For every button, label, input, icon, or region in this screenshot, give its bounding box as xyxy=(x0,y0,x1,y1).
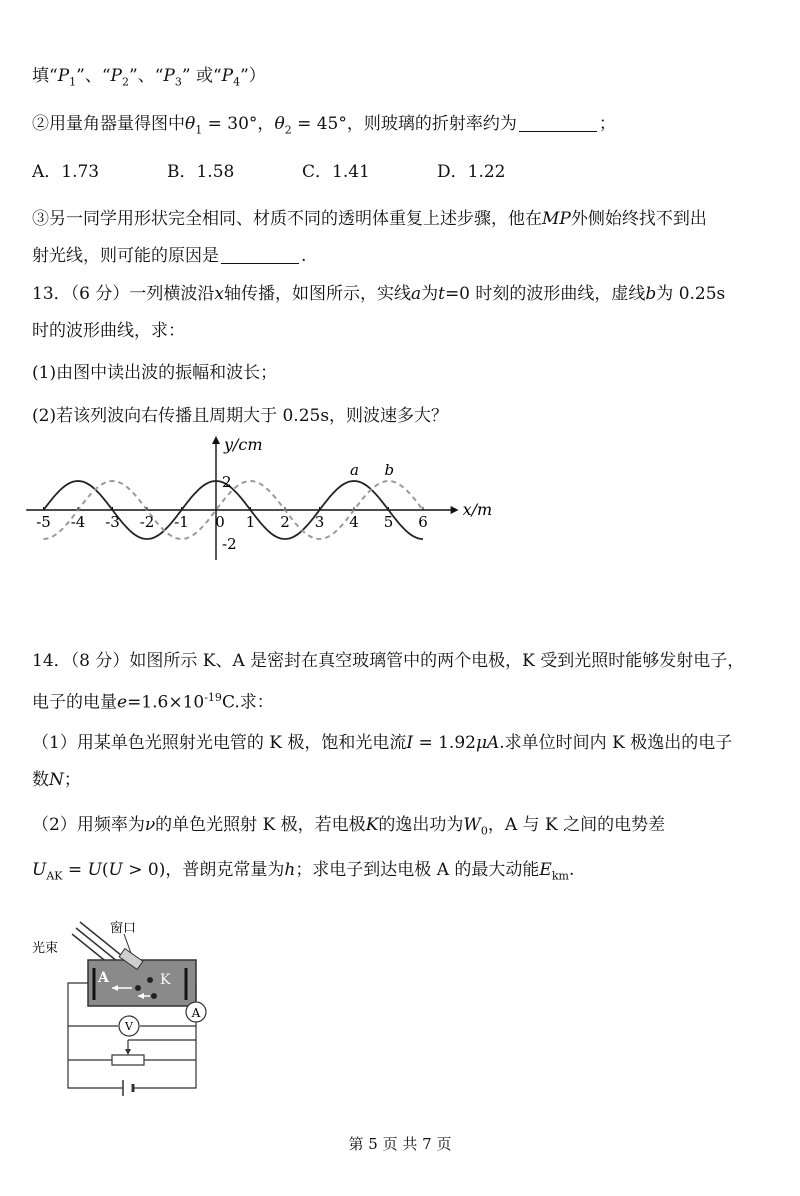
q14-sub1: （1）用某单色光照射光电管的 K 极，饱和光电流I = 1.92μA.求单位时间内 K 极逸出的电子 xyxy=(32,733,733,753)
y-tick-label: 2 xyxy=(222,473,232,491)
x-tick-label: -3 xyxy=(105,513,120,531)
battery-icon xyxy=(123,1080,133,1096)
q13-sub2: (2)若该列波向右传播且周期大于 0.25s，则波速多大？ xyxy=(32,406,449,426)
q12-part3-line2: 射光线，则可能的原因是 . xyxy=(32,246,307,266)
y-axis-label: y/cm xyxy=(224,435,263,454)
answer-blank[interactable] xyxy=(519,113,597,132)
x-tick-label: 5 xyxy=(383,513,394,531)
y-tick-label: -2 xyxy=(222,535,237,553)
x-tick-label: -1 xyxy=(174,513,189,531)
q12-part3-line1: ③另一同学用形状完全相同、材质不同的透明体重复上述步骤，他在MP外侧始终找不到出 xyxy=(32,209,707,229)
x-tick-label: -5 xyxy=(36,513,51,531)
voltmeter-label: V xyxy=(125,1020,133,1033)
q14-sub1-line2: 数N； xyxy=(32,770,81,790)
beam-label: 光束 xyxy=(32,941,59,956)
rheostat-icon xyxy=(112,1055,144,1065)
window-label: 窗口 xyxy=(110,921,137,936)
wave-chart xyxy=(0,432,800,592)
q14-stem-line2: 电子的电量$e=1.6\times 10^{-19}C$.求： xyxy=(32,691,274,713)
photoelectric-circuit-diagram xyxy=(28,912,228,1112)
cathode-label: K xyxy=(160,972,171,988)
option-d: D．1.22 xyxy=(437,162,506,182)
x-axis-label: x/m xyxy=(462,500,493,519)
ammeter-label: A xyxy=(191,1006,201,1020)
q14-sub2: （2）用频率为ν的单色光照射 K 极，若电极K的逸出功为$W_0$，A 与 K 之间的电势差 xyxy=(32,815,666,838)
series-label-b: b xyxy=(384,461,395,479)
x-tick-label: 3 xyxy=(314,513,325,531)
anode-label: A xyxy=(98,970,109,986)
page-footer: 第 5 页 共 7 页 xyxy=(348,1135,452,1153)
option-c: C．1.41 xyxy=(302,162,370,182)
x-tick-label: 6 xyxy=(418,513,428,531)
x-tick-label: -4 xyxy=(70,513,86,531)
option-a: A．1.73 xyxy=(32,162,100,182)
x-axis-arrow xyxy=(451,506,459,514)
option-b: B．1.58 xyxy=(167,162,235,182)
q14-stem-line1: 14．（8 分）如图所示 K、A 是密封在真空玻璃管中的两个电极，K 受到光照时能够发射电子， xyxy=(32,651,745,671)
series-label-a: a xyxy=(350,461,359,479)
q12-fill-line: 填“$P_1$”、“$P_2$”、“$P_3$” 或“$P_4$”） xyxy=(32,66,266,89)
x-tick-label: 2 xyxy=(280,513,290,531)
q13-stem-line1: 13．（6 分）一列横波沿x轴传播，如图所示，实线a为t=0 时刻的波形曲线，虚线b为 0.25s xyxy=(32,284,726,304)
x-tick-label: 0 xyxy=(215,513,225,531)
q12-options xyxy=(32,160,772,184)
answer-blank[interactable] xyxy=(221,245,299,264)
x-tick-label: 1 xyxy=(245,513,256,531)
q13-stem-line2: 时的波形曲线，求： xyxy=(32,321,185,341)
q12-part2: ②用量角器量得图中$\theta_1 = 30^\circ$，$\theta_2 = 45^\circ$，则玻璃的折射率约为 ； xyxy=(32,114,616,137)
x-tick-label: 4 xyxy=(349,513,359,531)
q13-sub1: (1)由图中读出波的振幅和波长； xyxy=(32,363,278,383)
q14-sub2-line2: $U_{AK} = U(U > 0)$，普朗克常量为h；求电子到达电极 A 的最大动能$E_{km}$. xyxy=(32,860,575,883)
y-axis-arrow xyxy=(212,436,220,444)
x-tick-label: -2 xyxy=(139,513,155,531)
